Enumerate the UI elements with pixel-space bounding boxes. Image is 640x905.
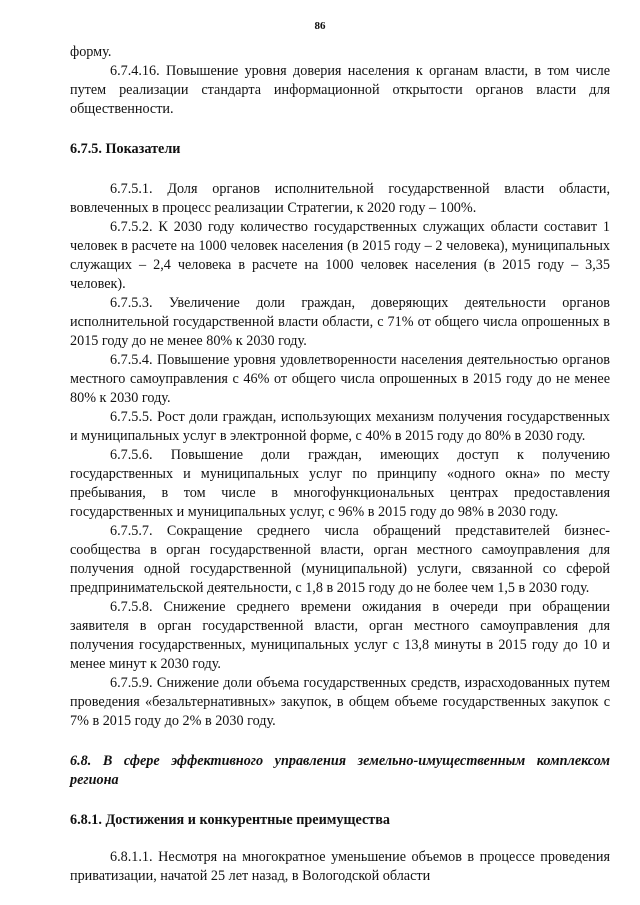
- paragraph: 6.7.5.9. Снижение доли объема государственных средств, израсходованных путем проведения «безальтернативных» закупок, в общем объеме государственных закупок с 7% в 2015 году до 2% в 2030 году.: [70, 675, 610, 729]
- paragraph: 6.7.4.16. Повышение уровня доверия населения к органам власти, в том числе путем реализации стандарта информационной открытости органов власти для общественности.: [70, 63, 610, 117]
- section-heading-italic: 6.8. В сфере эффективного управления земельно-имущественным комплексом региона: [70, 753, 610, 788]
- paragraph: 6.7.5.5. Рост доли граждан, использующих механизм получения государственных и муниципальных услуг в электронной форме, с 40% в 2015 году до 80% в 2030 году.: [70, 409, 610, 444]
- paragraph: 6.7.5.1. Доля органов исполнительной государственной власти области, вовлеченных в процесс реализации Стратегии, к 2020 году – 100%.: [70, 181, 610, 216]
- document-body: [70, 43, 610, 886]
- paragraph: 6.7.5.7. Сокращение среднего числа обращений представителей бизнес-сообщества в орган государственной власти, орган местного самоуправления для получения одной государственной (муниципальной) услуги, связанной со сферой предпринимательской деятельности, с 1,8 в 2015 году до не более чем 1,5 в 2030 году.: [70, 523, 610, 596]
- subsection-heading: 6.8.1. Достижения и конкурентные преимущества: [70, 812, 390, 828]
- section-heading: 6.7.5. Показатели: [70, 141, 181, 157]
- paragraph: 6.7.5.3. Увеличение доли граждан, доверяющих деятельности органов исполнительной государственной власти области, с 71% от общего числа опрошенных в 2015 году до не менее 80% к 2030 году.: [70, 295, 610, 349]
- paragraph: форму.: [70, 44, 112, 60]
- paragraph: 6.7.5.8. Снижение среднего времени ожидания в очереди при обращении заявителя в орган государственной власти, орган местного самоуправления для получения государственных, муниципальных услуг с 13,8 минуты в 2015 году до 10 и менее минут к 2030 году.: [70, 599, 610, 672]
- paragraph: 6.7.5.2. К 2030 году количество государственных служащих области составит 1 человек в расчете на 1000 человек населения (в 2015 году – 2 человека), муниципальных служащих – 2,4 человека в расчете на 1000 человек населения (в 2015 году – 3,35 человек).: [70, 219, 610, 292]
- paragraph: 6.7.5.4. Повышение уровня удовлетворенности населения деятельностью органов местного самоуправления с 46% от общего числа опрошенных в 2015 году до не менее 80% к 2030 году.: [70, 352, 610, 406]
- paragraph: 6.8.1.1. Несмотря на многократное уменьшение объемов в процессе проведения приватизации, начатой 25 лет назад, в Вологодской области: [70, 849, 610, 884]
- paragraph: 6.7.5.6. Повышение доли граждан, имеющих доступ к получению государственных и муниципальных услуг по принципу «одного окна» по месту пребывания, в том числе в многофункциональных центрах предоставления государственных и муниципальных услуг, с 96% в 2015 году до 98% в 2030 году.: [70, 447, 610, 520]
- page-number: 86: [314, 20, 326, 32]
